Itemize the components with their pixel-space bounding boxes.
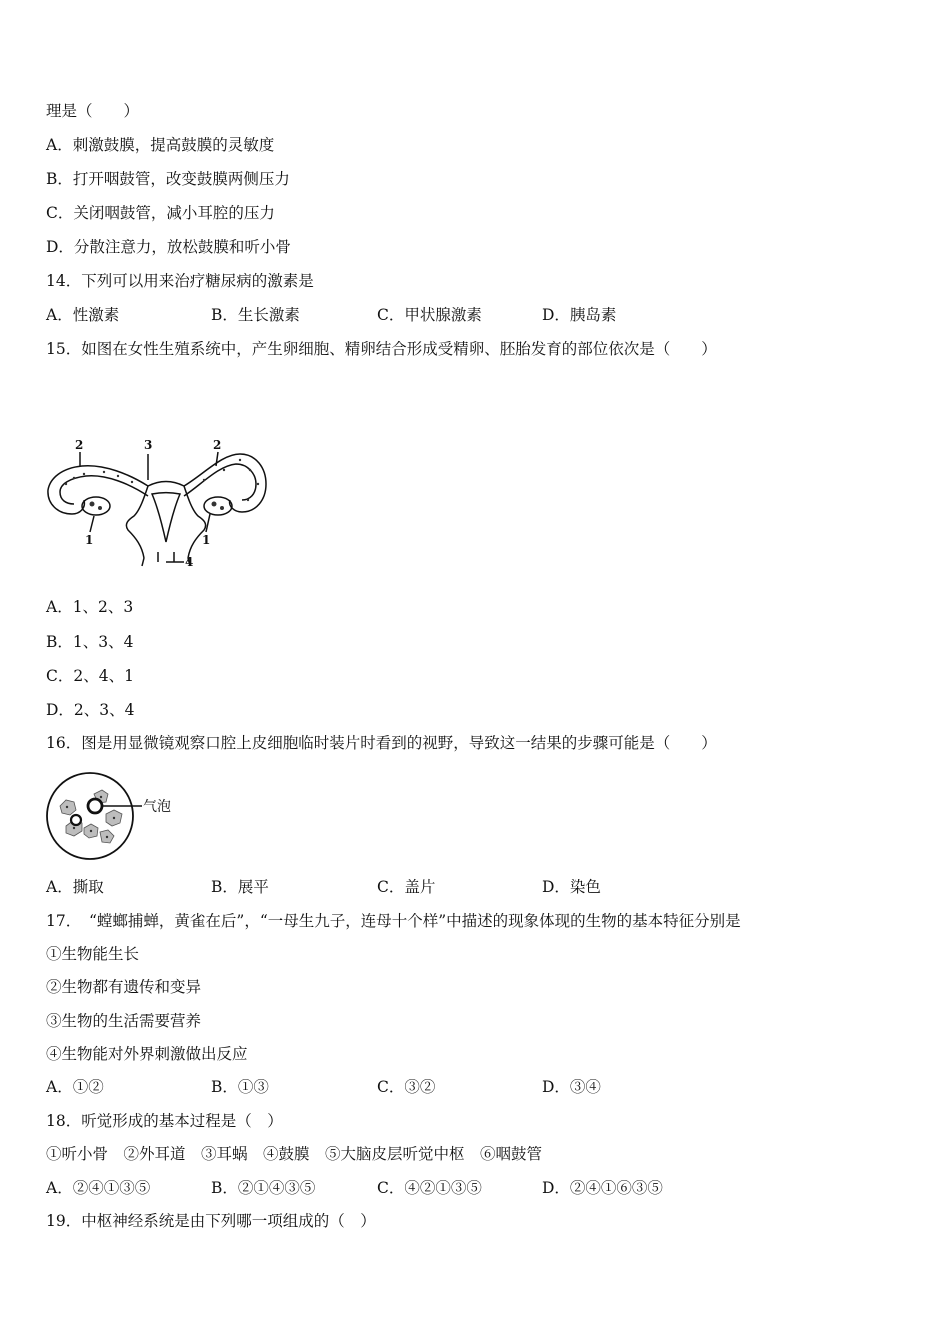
q16-option-d: D．染色 xyxy=(542,878,601,896)
q13-option-a: A．刺激鼓膜，提高鼓膜的灵敏度 xyxy=(46,136,275,154)
q18-option-b: B．②①④③⑤ xyxy=(211,1179,316,1197)
q16-option-a: A．撕取 xyxy=(46,878,104,896)
q14-option-a: A．性激素 xyxy=(46,306,120,324)
q13-stem-tail: 理是（ ） xyxy=(46,102,140,120)
q15-option-c: C．2、4、1 xyxy=(46,667,134,685)
q14-stem: 14．下列可以用来治疗糖尿病的激素是 xyxy=(46,272,314,290)
q17-options xyxy=(46,1077,906,1097)
q13-option-b: B．打开咽鼓管，改变鼓膜两侧压力 xyxy=(46,170,290,188)
q17-option-b: B．①③ xyxy=(211,1078,269,1096)
q16-options xyxy=(46,877,906,897)
q15-option-a: A．1、2、3 xyxy=(46,598,134,616)
q15-option-b: B．1、3、4 xyxy=(46,633,134,651)
fig15-label-2-left: 2 xyxy=(75,438,84,452)
fig16-label-bubble: 气泡 xyxy=(143,799,171,815)
q17-statement-2: ②生物都有遗传和变异 xyxy=(46,978,202,996)
q14-option-c: C．甲状腺激素 xyxy=(377,306,482,324)
q19-stem: 19．中枢神经系统是由下列哪一项组成的（ ） xyxy=(46,1212,376,1230)
q17-statement-1: ①生物能生长 xyxy=(46,945,140,963)
q18-stem: 18．听觉形成的基本过程是（ ） xyxy=(46,1112,283,1130)
q18-option-d: D．②④①⑥③⑤ xyxy=(542,1179,663,1197)
microscope-field-diagram xyxy=(44,770,184,862)
q18-options xyxy=(46,1178,906,1198)
q13-option-d: D．分散注意力，放松鼓膜和听小骨 xyxy=(46,238,291,256)
q18-items: ①听小骨 ②外耳道 ③耳蜗 ④鼓膜 ⑤大脑皮层听觉中枢 ⑥咽鼓管 xyxy=(46,1145,543,1163)
q14-option-d: D．胰岛素 xyxy=(542,306,617,324)
q17-option-c: C．③② xyxy=(377,1078,436,1096)
uterus-diagram xyxy=(44,434,270,572)
q17-option-d: D．③④ xyxy=(542,1078,601,1096)
q13-option-c: C．关闭咽鼓管，减小耳腔的压力 xyxy=(46,204,275,222)
q17-stem: 17． “螳螂捕蝉，黄雀在后”，“一母生九子，连母十个样”中描述的现象体现的生物的基本特征分别是 xyxy=(46,912,741,930)
q14-option-b: B．生长激素 xyxy=(211,306,300,324)
q16-option-b: B．展平 xyxy=(211,878,269,896)
q18-option-c: C．④②①③⑤ xyxy=(377,1179,482,1197)
q16-stem: 16．图是用显微镜观察口腔上皮细胞临时装片时看到的视野，导致这一结果的步骤可能是（ ） xyxy=(46,734,717,752)
fig15-label-2-right: 2 xyxy=(213,438,222,452)
fig15-label-1-right: 1 xyxy=(202,533,211,547)
q15-option-d: D．2、3、4 xyxy=(46,701,135,719)
q14-options xyxy=(46,305,906,325)
fig15-label-3: 3 xyxy=(144,438,153,452)
q17-option-a: A．①② xyxy=(46,1078,104,1096)
q18-option-a: A．②④①③⑤ xyxy=(46,1179,151,1197)
q17-statement-4: ④生物能对外界刺激做出反应 xyxy=(46,1045,248,1063)
q15-stem: 15．如图在女性生殖系统中，产生卵细胞、精卵结合形成受精卵、胚胎发育的部位依次是（ ） xyxy=(46,340,717,358)
q16-option-c: C．盖片 xyxy=(377,878,436,896)
fig15-label-1-left: 1 xyxy=(85,533,94,547)
q17-statement-3: ③生物的生活需要营养 xyxy=(46,1012,202,1030)
fig15-label-4: 4 xyxy=(185,555,194,569)
